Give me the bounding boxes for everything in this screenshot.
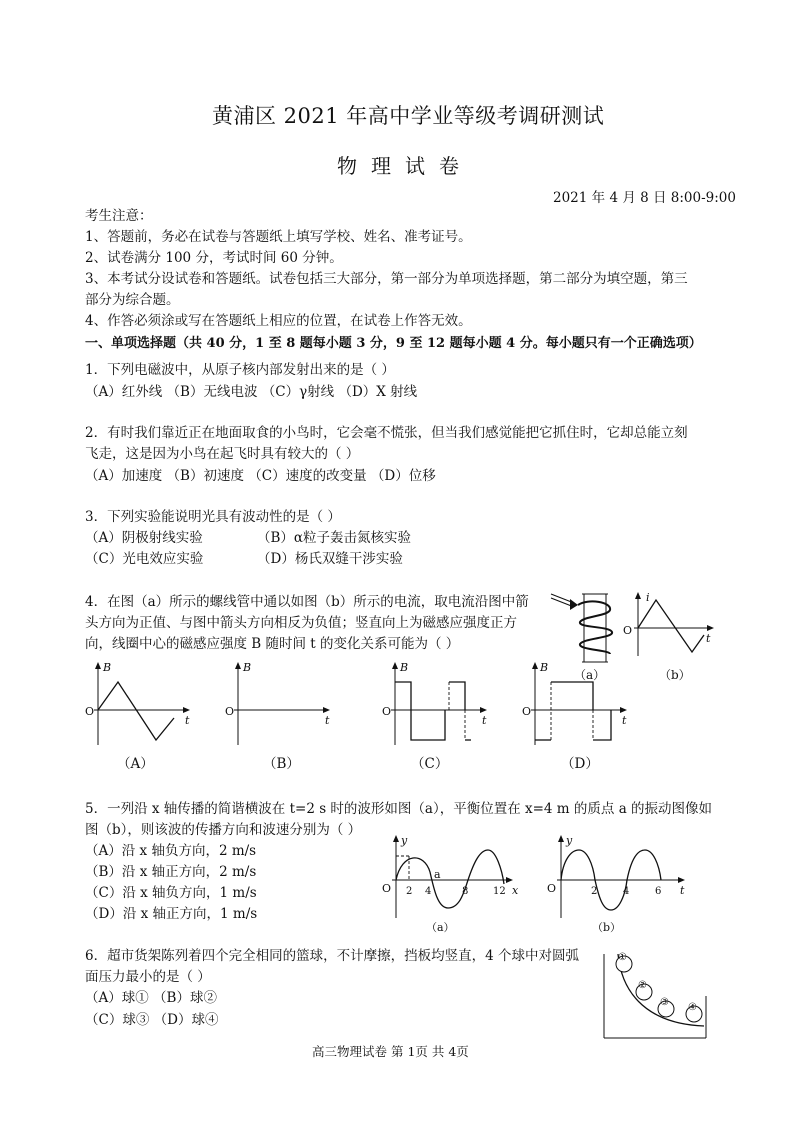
option-label-c: （C）: [411, 756, 449, 772]
question-options: （C）球③ （D）球④: [85, 1012, 219, 1028]
tick-label: 12: [493, 886, 506, 897]
notice-item: 3、本考试分设试卷和答题纸。试卷包括三大部分，第一部分为单项选择题，第二部分为填空题，第三: [85, 271, 688, 287]
figure-label-b: （b）: [592, 921, 622, 934]
axis-y-label: y: [401, 834, 408, 847]
wave-graph-a: [382, 832, 532, 922]
exam-title: 黄浦区 2021 年高中学业等级考调研测试: [212, 104, 605, 128]
option-graph-c: [382, 660, 495, 750]
axis-y-label: y: [566, 834, 573, 847]
tick-label: 8: [462, 886, 469, 897]
wave-graph-b: [547, 832, 697, 922]
notice-item: 2、试卷满分 100 分，考试时间 60 分钟。: [85, 250, 343, 266]
axis-x-label: x: [512, 884, 519, 897]
question-stem: 向，线圈中心的磁感应强度 B 随时间 t 的变化关系可能为（ ）: [85, 636, 460, 652]
option-d: （D）沿 x 轴正方向，1 m/s: [85, 906, 258, 922]
ball-3-label: ③: [660, 997, 669, 1008]
tick-label: 4: [425, 886, 432, 897]
origin-label: O: [382, 882, 392, 895]
question-options: （A）加速度 （B）初速度 （C）速度的改变量 （D）位移: [85, 468, 436, 484]
notice-item: 4、作答必须涂或写在答题纸上相应的位置，在试卷上作答无效。: [85, 313, 472, 329]
option-graph-b: [225, 660, 338, 750]
exam-subtitle: 物理试卷: [337, 154, 473, 178]
axis-b-label: B: [103, 661, 112, 674]
tick-label: 6: [655, 886, 662, 897]
option-label-b: （B）: [263, 756, 300, 772]
origin-label: O: [225, 705, 235, 718]
origin-label: O: [522, 705, 532, 718]
tick-label: 2: [406, 886, 413, 897]
axis-b-label: B: [400, 661, 409, 674]
figure-label-a: （a）: [426, 921, 455, 934]
question-stem: 头方向为正值、与图中箭头方向相反为负值；竖直向上为磁感应强度正方: [85, 615, 517, 631]
question-stem: 3．下列实验能说明光具有波动性的是（ ）: [85, 509, 341, 525]
axis-t-label: t: [325, 714, 330, 727]
question-options: （A）红外线 （B）无线电波 （C）γ射线 （D）X 射线: [85, 384, 418, 400]
ball-1-label: ①: [618, 952, 627, 963]
notice-heading: 考生注意：: [85, 208, 153, 224]
question-stem: 5．一列沿 x 轴传播的简谐横波在 t=2 s 时的波形如图（a），平衡位置在 x=4 m 的质点 a 的振动图像如: [85, 801, 713, 817]
section-heading: 一、单项选择题（共 40 分，1 至 8 题每小题 3 分，9 至 12 题每小题 4 分。每小题只有一个正确选项）: [85, 336, 702, 351]
question-options: （A）球① （B）球②: [85, 990, 217, 1006]
notice-item: 部分为综合题。: [85, 292, 180, 308]
question-stem: 2．有时我们靠近正在地面取食的小鸟时，它会毫不慌张，但当我们感觉能把它抓住时，它却总能立刻: [85, 425, 688, 441]
notice-item: 1、答题前，务必在试卷与答题纸上填写学校、姓名、准考证号。: [85, 229, 472, 245]
axis-t-label: t: [680, 884, 685, 897]
option-d: （D）杨氏双缝干涉实验: [257, 551, 403, 567]
page-footer: 高三物理试卷 第 1页 共 4页: [312, 1044, 469, 1059]
option-label-a: （A）: [117, 756, 154, 772]
question-stem: 飞走，这是因为小鸟在起飞时具有较大的（ ）: [85, 446, 360, 462]
point-a-label: a: [434, 868, 441, 881]
tick-label: 2: [591, 886, 598, 897]
axis-b-label: B: [540, 661, 549, 674]
basketball-shelf-figure: [600, 946, 710, 1042]
option-c: （C）沿 x 轴负方向，1 m/s: [85, 885, 257, 901]
question-stem: 图（b），则该波的传播方向和波速分别为（ ）: [85, 822, 362, 838]
option-graph-d: [522, 660, 635, 750]
option-label-d: （D）: [561, 756, 599, 772]
question-stem: 6．超市货架陈列着四个完全相同的篮球，不计摩擦，挡板均竖直，4 个球中对圆弧: [85, 948, 579, 964]
axis-i-label: i: [646, 591, 650, 604]
axis-b-label: B: [243, 661, 252, 674]
axis-t-label: t: [706, 632, 711, 645]
option-b: （B）α粒子轰击氮核实验: [257, 530, 412, 546]
ball-4-label: ④: [688, 1002, 697, 1013]
origin-label: O: [85, 705, 95, 718]
figure-label-a: （a）: [574, 668, 606, 682]
option-graph-a: [85, 660, 198, 750]
exam-date: 2021 年 4 月 8 日 8:00-9:00: [553, 190, 736, 206]
ball-2-label: ②: [638, 980, 647, 991]
question-stem: 1．下列电磁波中，从原子核内部发射出来的是（ ）: [85, 362, 395, 378]
option-a: （A）沿 x 轴负方向，2 m/s: [85, 843, 257, 859]
axis-t-label: t: [185, 714, 190, 727]
figure-label-b: （b）: [659, 668, 691, 682]
option-c: （C）光电效应实验: [85, 551, 204, 567]
origin-label: O: [382, 705, 392, 718]
axis-t-label: t: [622, 714, 627, 727]
question-stem: 面压力最小的是（ ）: [85, 969, 211, 985]
tick-label: 4: [623, 886, 630, 897]
origin-label: O: [623, 624, 633, 637]
axis-t-label: t: [482, 714, 487, 727]
option-a: （A）阴极射线实验: [85, 530, 203, 546]
option-b: （B）沿 x 轴正方向，2 m/s: [85, 864, 257, 880]
current-graph: [620, 590, 720, 660]
question-stem: 4．在图（a）所示的螺线管中通以如图（b）所示的电流，取电流沿图中箭: [85, 594, 529, 610]
origin-label: O: [547, 882, 557, 895]
